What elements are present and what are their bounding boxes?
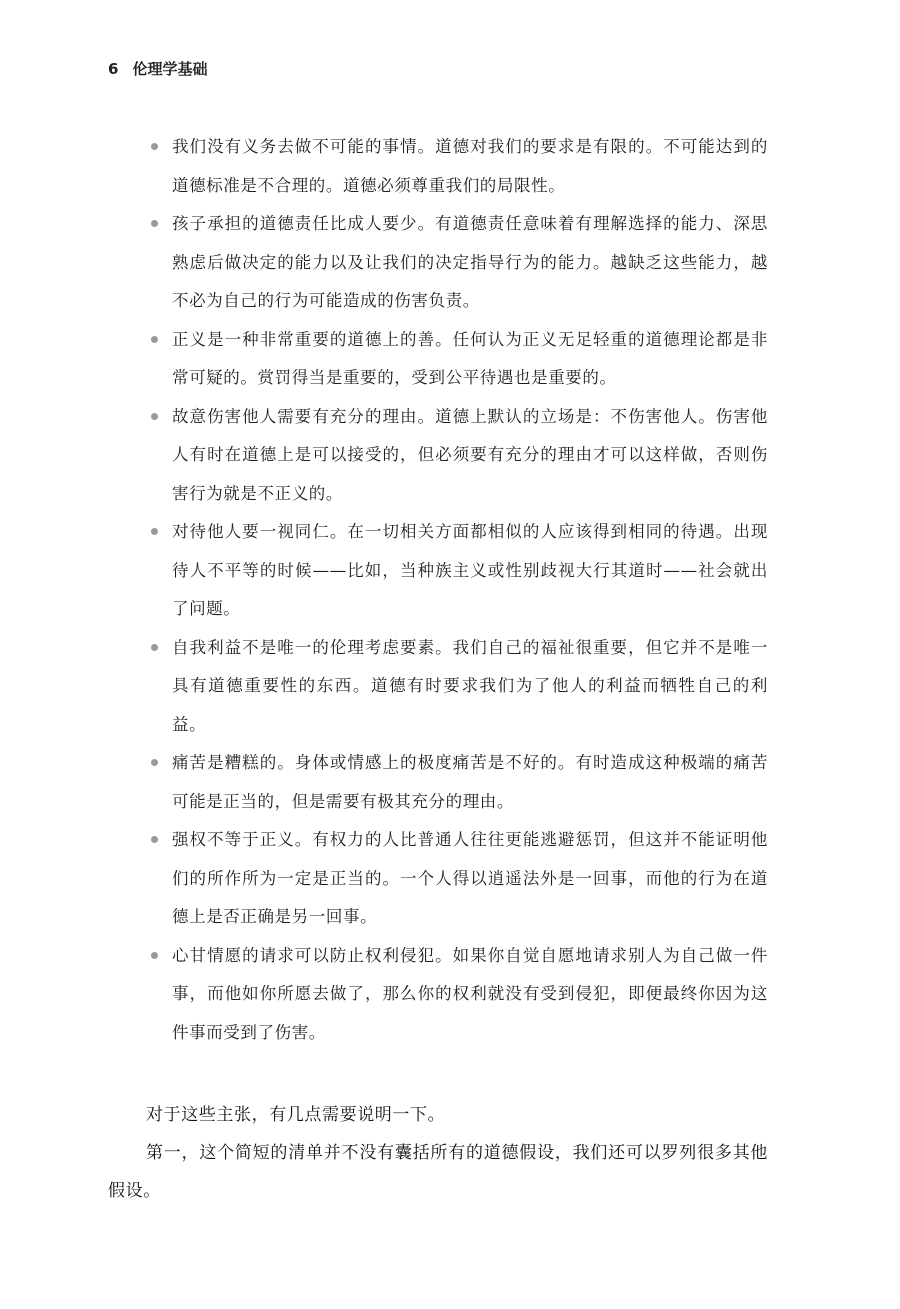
- bullet-list: [150, 128, 768, 1052]
- bullet-dot-icon: [151, 220, 158, 227]
- list-item-text: 正义是一种非常重要的道德上的善。任何认为正义无足轻重的道德理论都是非常可疑的。赏罚得当是重要的，受到公平待遇也是重要的。: [172, 329, 768, 387]
- list-item-text: 我们没有义务去做不可能的事情。道德对我们的要求是有限的。不可能达到的道德标准是不合理的。道德必须尊重我们的局限性。: [172, 137, 768, 195]
- list-item: [150, 821, 768, 937]
- running-head: [108, 58, 207, 79]
- list-item-text: 对待他人要一视同仁。在一切相关方面都相似的人应该得到相同的待遇。出现待人不平等的时候——比如，当种族主义或性别歧视大行其道时——社会就出了问题。: [172, 522, 768, 618]
- bullet-dot-icon: [151, 644, 158, 651]
- list-item: [150, 513, 768, 629]
- list-item-text: 心甘情愿的请求可以防止权利侵犯。如果你自觉自愿地请求别人为自己做一件事，而他如你所愿去做了，那么你的权利就没有受到侵犯，即便最终你因为这件事而受到了伤害。: [172, 945, 768, 1042]
- list-item-text: 强权不等于正义。有权力的人比普通人往往更能逃避惩罚，但这并不能证明他们的所作所为一定是正当的。一个人得以逍遥法外是一回事，而他的行为在道德上是否正确是另一回事。: [172, 830, 768, 926]
- list-item: [150, 205, 768, 321]
- list-item: [150, 128, 768, 205]
- list-item: [150, 744, 768, 821]
- page-number: 6: [108, 60, 119, 78]
- paragraph: 第一，这个简短的清单并不没有囊括所有的道德假设，我们还可以罗列很多其他假设。: [108, 1143, 768, 1201]
- list-item-text: 孩子承担的道德责任比成人要少。有道德责任意味着有理解选择的能力、深思熟虑后做决定的能力以及让我们的决定指导行为的能力。越缺乏这些能力，越不必为自己的行为可能造成的伤害负责。: [172, 214, 768, 310]
- list-item: [150, 398, 768, 514]
- list-item-text: 痛苦是糟糕的。身体或情感上的极度痛苦是不好的。有时造成这种极端的痛苦可能是正当的，但是需要有极其充分的理由。: [172, 753, 768, 811]
- bullet-dot-icon: [151, 143, 158, 150]
- paragraph: 对于这些主张，有几点需要说明一下。: [146, 1105, 446, 1125]
- bullet-dot-icon: [151, 836, 158, 843]
- bullet-dot-icon: [151, 759, 158, 766]
- bullet-dot-icon: [151, 413, 158, 420]
- bullet-dot-icon: [151, 952, 158, 959]
- list-item-text: 自我利益不是唯一的伦理考虑要素。我们自己的福祉很重要，但它并不是唯一具有道德重要性的东西。道德有时要求我们为了他人的利益而牺牲自己的利益。: [172, 637, 768, 734]
- bullet-dot-icon: [151, 528, 158, 535]
- book-title: 伦理学基础: [132, 60, 208, 78]
- list-item: [150, 321, 768, 398]
- list-item: [150, 937, 768, 1053]
- list-item-text: 故意伤害他人需要有充分的理由。道德上默认的立场是：不伤害他人。伤害他人有时在道德上是可以接受的，但必须要有充分的理由才可以这样做，否则伤害行为就是不正义的。: [172, 406, 768, 503]
- list-item: [150, 629, 768, 745]
- bullet-dot-icon: [151, 336, 158, 343]
- body-text: [108, 1096, 768, 1210]
